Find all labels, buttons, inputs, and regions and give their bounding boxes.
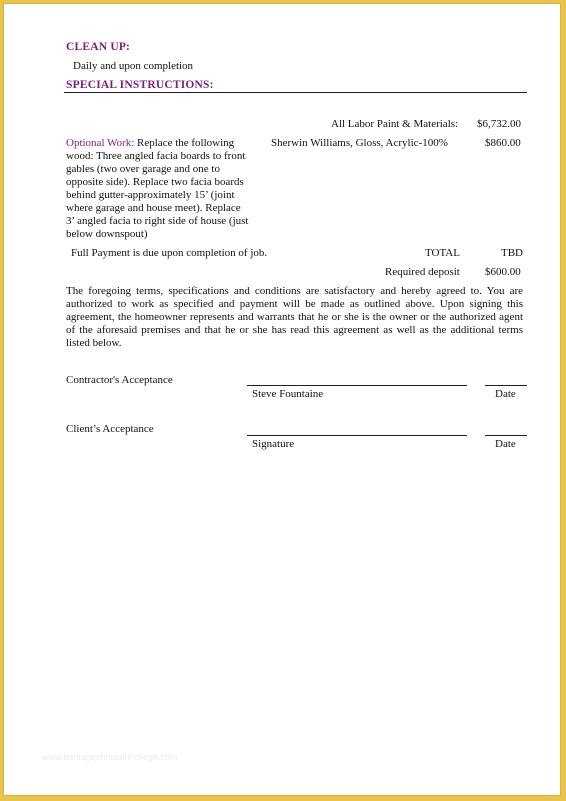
labor-label: All Labor Paint & Materials: <box>331 118 459 130</box>
deposit-label: Required deposit <box>385 266 460 278</box>
client-signature-label: Signature <box>252 438 295 450</box>
optional-work-line: wood: Three angled facia boards to front <box>66 150 246 162</box>
optional-work-line: behind gutter-approximately 15’ (joint <box>66 189 235 201</box>
full-payment-text: Full Payment is due upon completion of job. <box>71 247 268 259</box>
optional-work-line: Replace the following <box>134 137 235 149</box>
terms-paragraph: The foregoing terms, specifications and conditions are satisfactory and hereby agreed to. You are authorized to work as specified and payment will be made as outlined above. Upon signing this agreement, the homeowner represents and warrants that he or she is the owner or the authorized agent of the aforesaid premises and that he or she has read this agreement as well as the additional terms listed below. <box>66 285 523 349</box>
client-date-label: Date <box>495 438 516 450</box>
watermark: www.heritagechristiancollege.com <box>42 752 178 762</box>
contractor-signature-line <box>247 385 467 386</box>
optional-material: Sherwin Williams, Gloss, Acrylic-100% <box>271 137 448 149</box>
optional-work-line: gables (two over garage and one to <box>66 163 220 175</box>
optional-work-text <box>66 137 248 241</box>
total-label: TOTAL <box>425 247 460 259</box>
contractor-acceptance-label: Contractor's Acceptance <box>66 374 173 386</box>
client-acceptance-label: Client’s Acceptance <box>66 423 154 435</box>
total-value: TBD <box>501 247 523 259</box>
optional-amount: $860.00 <box>485 137 521 149</box>
optional-work-line: opposite side). Replace two facia boards <box>66 176 244 188</box>
optional-work-line: where garage and house meet). Replace <box>66 202 241 214</box>
client-signature-line <box>247 435 467 436</box>
contractor-date-line <box>485 385 527 386</box>
contractor-name: Steve Fountaine <box>252 388 324 400</box>
special-instructions-heading: SPECIAL INSTRUCTIONS: <box>66 79 214 91</box>
optional-work-line: below downspout) <box>66 228 148 240</box>
optional-work-line: 3’ angled facia to right side of house (just <box>66 215 249 227</box>
client-date-line <box>485 435 527 436</box>
deposit-amount: $600.00 <box>485 266 521 278</box>
clean-up-text: Daily and upon completion <box>73 60 194 72</box>
labor-amount: $6,732.00 <box>477 118 521 130</box>
document-page <box>3 3 561 796</box>
contractor-date-label: Date <box>495 388 516 400</box>
section-divider <box>64 92 527 93</box>
clean-up-heading: CLEAN UP: <box>66 41 131 53</box>
optional-work-label: Optional Work: <box>66 137 135 149</box>
